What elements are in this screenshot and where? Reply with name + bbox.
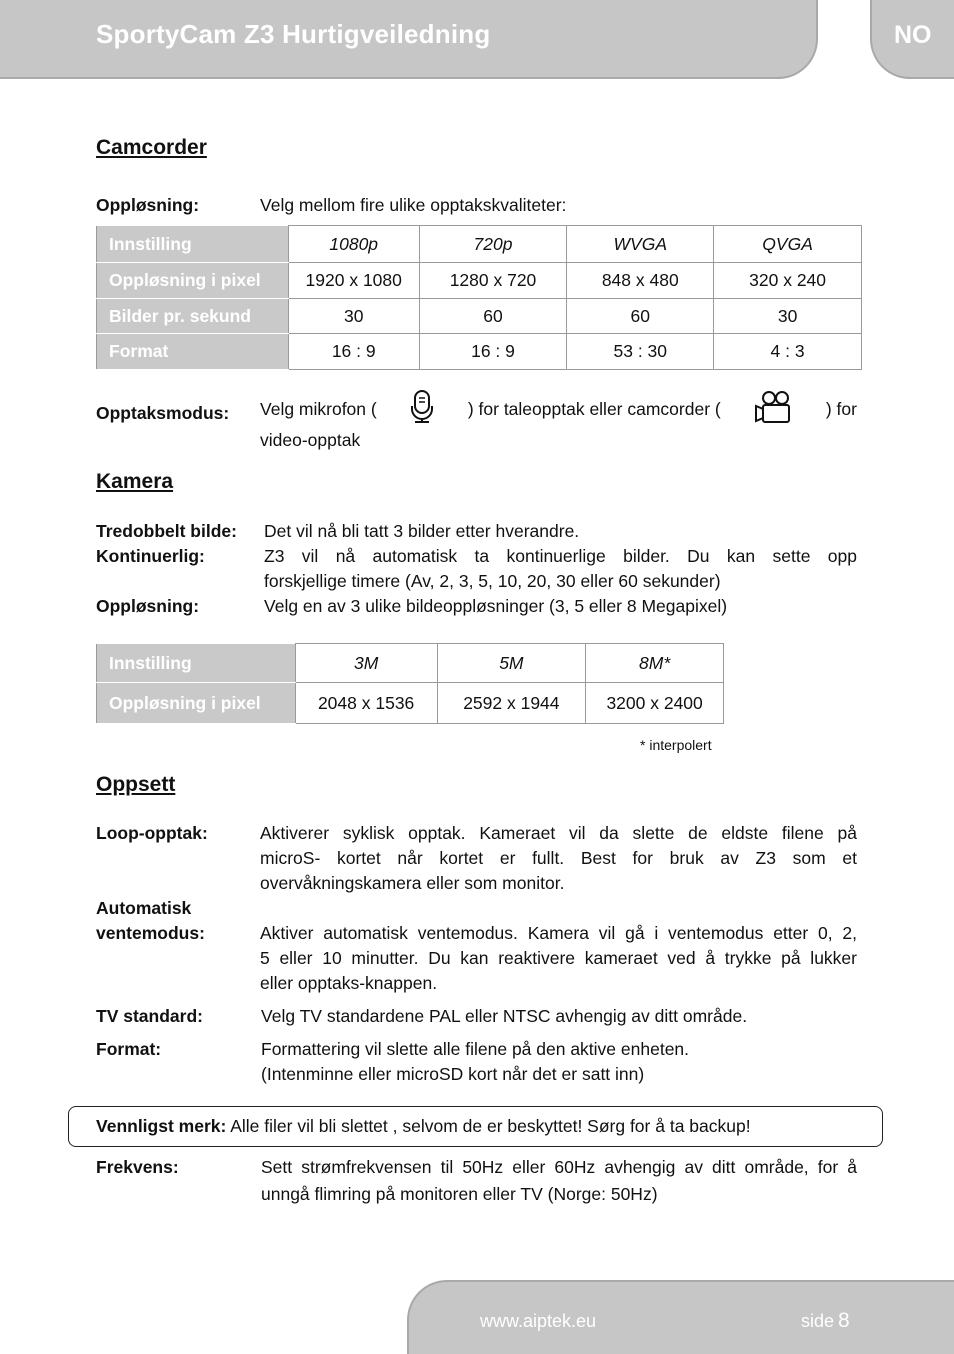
table-cell: 320 x 240 bbox=[714, 263, 862, 299]
table-cell: 60 bbox=[419, 299, 567, 334]
interpolated-footnote: * interpolert bbox=[640, 737, 712, 753]
page-number bbox=[801, 1309, 850, 1333]
table-row bbox=[97, 334, 862, 370]
auto-standby-line3: eller opptaks-knappen. bbox=[260, 973, 438, 993]
table-cell: WVGA bbox=[567, 226, 714, 263]
format-label: Format: bbox=[96, 1039, 162, 1059]
row-header: Format bbox=[97, 334, 289, 370]
row-header: Oppløsning i pixel bbox=[97, 263, 289, 299]
auto-standby-label-1: Automatisk bbox=[96, 898, 192, 918]
warning-note bbox=[96, 1116, 751, 1137]
continuous-label: Kontinuerlig: bbox=[96, 546, 205, 566]
mode-text-3: ) for bbox=[825, 399, 857, 419]
row-header: Innstilling bbox=[97, 644, 296, 683]
continuous-line1: Z3 vil nå automatisk ta kontinuerlige bilder. Du kan sette opp bbox=[264, 546, 857, 566]
frequency-label: Frekvens: bbox=[96, 1157, 179, 1177]
frequency-line1: Sett strømfrekvensen til 50Hz eller 60Hz avhengig av ditt område, for å bbox=[261, 1157, 857, 1177]
oppsett-heading: Oppsett bbox=[96, 773, 176, 796]
recording-mode-line2: video-opptak bbox=[260, 430, 361, 450]
table-cell: 8M* bbox=[586, 644, 724, 683]
document-title: SportyCam Z3 Hurtigveiledning bbox=[96, 19, 491, 49]
table-cell: 4 : 3 bbox=[714, 334, 862, 370]
page-number-value: 8 bbox=[838, 1309, 850, 1332]
photo-resolution-text: Velg en av 3 ulike bildeoppløsninger (3, 5 eller 8 Megapixel) bbox=[264, 596, 728, 616]
format-line2: (Intenminne eller microSD kort når det er satt inn) bbox=[261, 1064, 645, 1084]
triple-shot-label: Tredobbelt bilde: bbox=[96, 521, 237, 541]
camcorder-resolution-table bbox=[96, 225, 862, 370]
auto-standby-label-2: ventemodus: bbox=[96, 923, 205, 943]
table-cell: 5M bbox=[437, 644, 586, 683]
kamera-heading: Kamera bbox=[96, 470, 174, 493]
microphone-icon bbox=[410, 390, 434, 429]
table-cell: 1280 x 720 bbox=[419, 263, 567, 299]
table-cell: 1920 x 1080 bbox=[288, 263, 419, 299]
warning-note-label: Vennligst merk: bbox=[96, 1116, 227, 1136]
table-cell: 720p bbox=[419, 226, 567, 263]
page-label: side bbox=[801, 1311, 835, 1331]
table-cell: 1080p bbox=[288, 226, 419, 263]
table-row bbox=[97, 644, 724, 683]
table-row bbox=[97, 263, 862, 299]
table-row bbox=[97, 299, 862, 334]
row-header: Innstilling bbox=[97, 226, 289, 263]
photo-resolution-label: Oppløsning: bbox=[96, 596, 200, 616]
language-tab bbox=[870, 0, 954, 79]
table-cell: 2592 x 1944 bbox=[437, 683, 586, 724]
camcorder-resolution-text: Velg mellom fire ulike opptakskvaliteter: bbox=[260, 195, 567, 215]
recording-mode-line1 bbox=[260, 390, 857, 429]
table-row bbox=[97, 226, 862, 263]
tv-standard-text: Velg TV standardene PAL eller NTSC avhengig av ditt område. bbox=[261, 1006, 748, 1026]
table-cell: 60 bbox=[567, 299, 714, 334]
mode-text-2: ) for taleopptak eller camcorder ( bbox=[467, 399, 721, 419]
table-cell: 16 : 9 bbox=[419, 334, 567, 370]
table-cell: 848 x 480 bbox=[567, 263, 714, 299]
triple-shot-text: Det vil nå bli tatt 3 bilder etter hverandre. bbox=[264, 521, 580, 541]
camcorder-heading: Camcorder bbox=[96, 136, 207, 159]
mode-text-1: Velg mikrofon ( bbox=[260, 399, 377, 419]
footer-url: www.aiptek.eu bbox=[480, 1311, 597, 1331]
table-cell: 2048 x 1536 bbox=[295, 683, 437, 724]
row-header: Bilder pr. sekund bbox=[97, 299, 289, 334]
table-cell: 53 : 30 bbox=[567, 334, 714, 370]
warning-note-text: Alle filer vil bli slettet , selvom de er beskyttet! Sørg for å ta backup! bbox=[226, 1116, 751, 1136]
tv-standard-label: TV standard: bbox=[96, 1006, 203, 1026]
row-header: Oppløsning i pixel bbox=[97, 683, 296, 724]
photo-resolution-table bbox=[96, 643, 724, 724]
language-code: NO bbox=[894, 21, 932, 49]
table-cell: 30 bbox=[288, 299, 419, 334]
table-cell: 16 : 9 bbox=[288, 334, 419, 370]
frequency-line2: unngå flimring på monitoren eller TV (Norge: 50Hz) bbox=[261, 1184, 658, 1204]
table-cell: 3M bbox=[295, 644, 437, 683]
table-cell: QVGA bbox=[714, 226, 862, 263]
continuous-line2: forskjellige timere (Av, 2, 3, 5, 10, 20, 30 eller 60 sekunder) bbox=[264, 571, 721, 591]
format-line1: Formattering vil slette alle filene på den aktive enheten. bbox=[261, 1039, 690, 1059]
loop-line1: Aktiverer syklisk opptak. Kameraet vil da slette de eldste filene på bbox=[260, 823, 857, 843]
camcorder-resolution-label: Oppløsning: bbox=[96, 195, 200, 215]
movie-camera-icon bbox=[754, 390, 792, 429]
recording-mode-label: Opptaksmodus: bbox=[96, 403, 230, 423]
table-row bbox=[97, 683, 724, 724]
loop-line2: microS- kortet når kortet er fullt. Best for bruk av Z3 som et bbox=[260, 848, 857, 868]
table-cell: 30 bbox=[714, 299, 862, 334]
auto-standby-line2: 5 eller 10 minutter. Du kan reaktivere kameraet ved å trykke på lukker bbox=[260, 948, 857, 968]
auto-standby-line1: Aktiver automatisk ventemodus. Kamera vil gå i ventemodus etter 0, 2, bbox=[260, 923, 857, 943]
loop-line3: overvåkningskamera eller som monitor. bbox=[260, 873, 565, 893]
table-cell: 3200 x 2400 bbox=[586, 683, 724, 724]
loop-recording-label: Loop-opptak: bbox=[96, 823, 208, 843]
